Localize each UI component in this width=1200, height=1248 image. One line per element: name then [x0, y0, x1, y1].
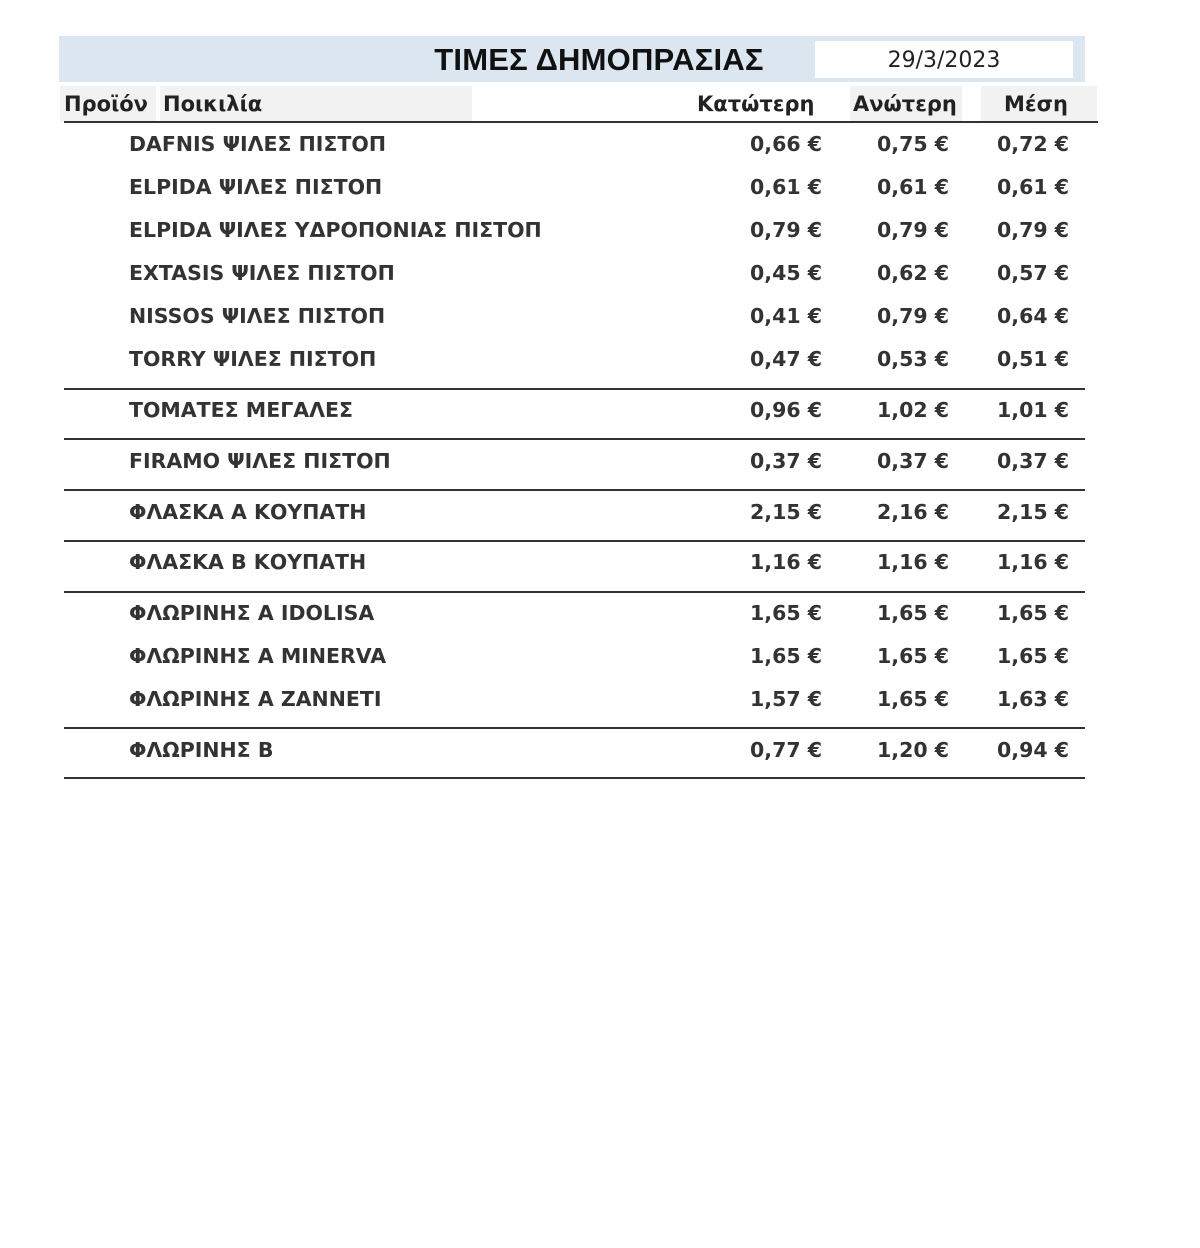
- group-divider: [64, 489, 1085, 491]
- header-low[interactable]: Κατώτερη: [697, 92, 815, 116]
- table-row[interactable]: [0, 213, 1200, 247]
- variety-cell: ΤΟΜΑΤΕΣ ΜΕΓΑΛΕΣ: [129, 398, 354, 422]
- high-price-cell: 1,02 €: [877, 398, 949, 422]
- table-row[interactable]: [0, 682, 1200, 716]
- low-price-cell: 1,65 €: [750, 644, 822, 668]
- table-row[interactable]: [0, 127, 1200, 161]
- avg-price-cell: 0,94 €: [997, 738, 1069, 762]
- variety-cell: ΦΛΩΡΙΝΗΣ Α ZANNETI: [129, 687, 382, 711]
- high-price-cell: 1,65 €: [877, 601, 949, 625]
- table-row[interactable]: [0, 342, 1200, 376]
- high-price-cell: 0,61 €: [877, 175, 949, 199]
- group-divider: [64, 540, 1085, 542]
- header-variety[interactable]: Ποικιλία: [163, 92, 263, 116]
- avg-price-cell: 0,79 €: [997, 218, 1069, 242]
- table-bottom-border: [64, 777, 1085, 779]
- table-row[interactable]: [0, 299, 1200, 333]
- high-price-cell: 1,16 €: [877, 550, 949, 574]
- date-cell[interactable]: 29/3/2023: [815, 41, 1073, 78]
- high-price-cell: 0,75 €: [877, 132, 949, 156]
- high-price-cell: 2,16 €: [877, 500, 949, 524]
- header-avg[interactable]: Μέση: [1004, 92, 1068, 116]
- avg-price-cell: 1,65 €: [997, 601, 1069, 625]
- low-price-cell: 0,37 €: [750, 449, 822, 473]
- low-price-cell: 0,47 €: [750, 347, 822, 371]
- high-price-cell: 0,79 €: [877, 218, 949, 242]
- low-price-cell: 0,66 €: [750, 132, 822, 156]
- variety-cell: ΦΛΩΡΙΝΗΣ Α MINERVA: [129, 644, 387, 668]
- avg-price-cell: 1,16 €: [997, 550, 1069, 574]
- high-price-cell: 0,62 €: [877, 261, 949, 285]
- low-price-cell: 0,45 €: [750, 261, 822, 285]
- title-band: [59, 36, 1085, 82]
- header-high[interactable]: Ανώτερη: [853, 92, 957, 116]
- variety-cell: NISSOS ΨΙΛΕΣ ΠΙΣΤΟΠ: [129, 304, 386, 328]
- table-row[interactable]: [0, 444, 1200, 478]
- avg-price-cell: 2,15 €: [997, 500, 1069, 524]
- variety-cell: ΦΛΑΣΚΑ Β ΚΟΥΠΑΤΗ: [129, 550, 367, 574]
- variety-cell: ΦΛΩΡΙΝΗΣ Α IDOLISA: [129, 601, 375, 625]
- table-row[interactable]: [0, 733, 1200, 767]
- variety-cell: ΦΛΩΡΙΝΗΣ Β: [129, 738, 274, 762]
- high-price-cell: 0,53 €: [877, 347, 949, 371]
- low-price-cell: 1,16 €: [750, 550, 822, 574]
- high-price-cell: 1,20 €: [877, 738, 949, 762]
- group-divider: [64, 438, 1085, 440]
- avg-price-cell: 0,72 €: [997, 132, 1069, 156]
- high-price-cell: 0,37 €: [877, 449, 949, 473]
- variety-cell: FIRAMO ΨΙΛΕΣ ΠΙΣΤΟΠ: [129, 449, 391, 473]
- avg-price-cell: 1,65 €: [997, 644, 1069, 668]
- low-price-cell: 1,65 €: [750, 601, 822, 625]
- avg-price-cell: 1,63 €: [997, 687, 1069, 711]
- group-divider: [64, 388, 1085, 390]
- low-price-cell: 0,79 €: [750, 218, 822, 242]
- low-price-cell: 1,57 €: [750, 687, 822, 711]
- header-product[interactable]: Προϊόν: [64, 92, 148, 116]
- variety-cell: ELPIDA ΨΙΛΕΣ ΥΔΡΟΠΟΝΙΑΣ ΠΙΣΤΟΠ: [129, 218, 542, 242]
- page-title: ΤΙΜΕΣ ΔΗΜΟΠΡΑΣΙΑΣ: [434, 42, 764, 77]
- avg-price-cell: 1,01 €: [997, 398, 1069, 422]
- table-row[interactable]: [0, 256, 1200, 290]
- low-price-cell: 0,96 €: [750, 398, 822, 422]
- table-row[interactable]: [0, 495, 1200, 529]
- group-divider: [64, 727, 1085, 729]
- low-price-cell: 2,15 €: [750, 500, 822, 524]
- low-price-cell: 0,61 €: [750, 175, 822, 199]
- avg-price-cell: 0,37 €: [997, 449, 1069, 473]
- variety-cell: ELPIDA ΨΙΛΕΣ ΠΙΣΤΟΠ: [129, 175, 383, 199]
- avg-price-cell: 0,61 €: [997, 175, 1069, 199]
- low-price-cell: 0,41 €: [750, 304, 822, 328]
- variety-cell: EXTASIS ΨΙΛΕΣ ΠΙΣΤΟΠ: [129, 261, 395, 285]
- avg-price-cell: 0,51 €: [997, 347, 1069, 371]
- low-price-cell: 0,77 €: [750, 738, 822, 762]
- table-row[interactable]: [0, 393, 1200, 427]
- high-price-cell: 0,79 €: [877, 304, 949, 328]
- table-row[interactable]: [0, 545, 1200, 579]
- variety-cell: TORRY ΨΙΛΕΣ ΠΙΣΤΟΠ: [129, 347, 377, 371]
- avg-price-cell: 0,64 €: [997, 304, 1069, 328]
- table-row[interactable]: [0, 639, 1200, 673]
- table-row[interactable]: [0, 170, 1200, 204]
- high-price-cell: 1,65 €: [877, 687, 949, 711]
- variety-cell: DAFNIS ΨΙΛΕΣ ΠΙΣΤΟΠ: [129, 132, 386, 156]
- group-divider: [64, 591, 1085, 593]
- header-underline: [64, 121, 1098, 123]
- high-price-cell: 1,65 €: [877, 644, 949, 668]
- table-row[interactable]: [0, 596, 1200, 630]
- variety-cell: ΦΛΑΣΚΑ Α ΚΟΥΠΑΤΗ: [129, 500, 367, 524]
- avg-price-cell: 0,57 €: [997, 261, 1069, 285]
